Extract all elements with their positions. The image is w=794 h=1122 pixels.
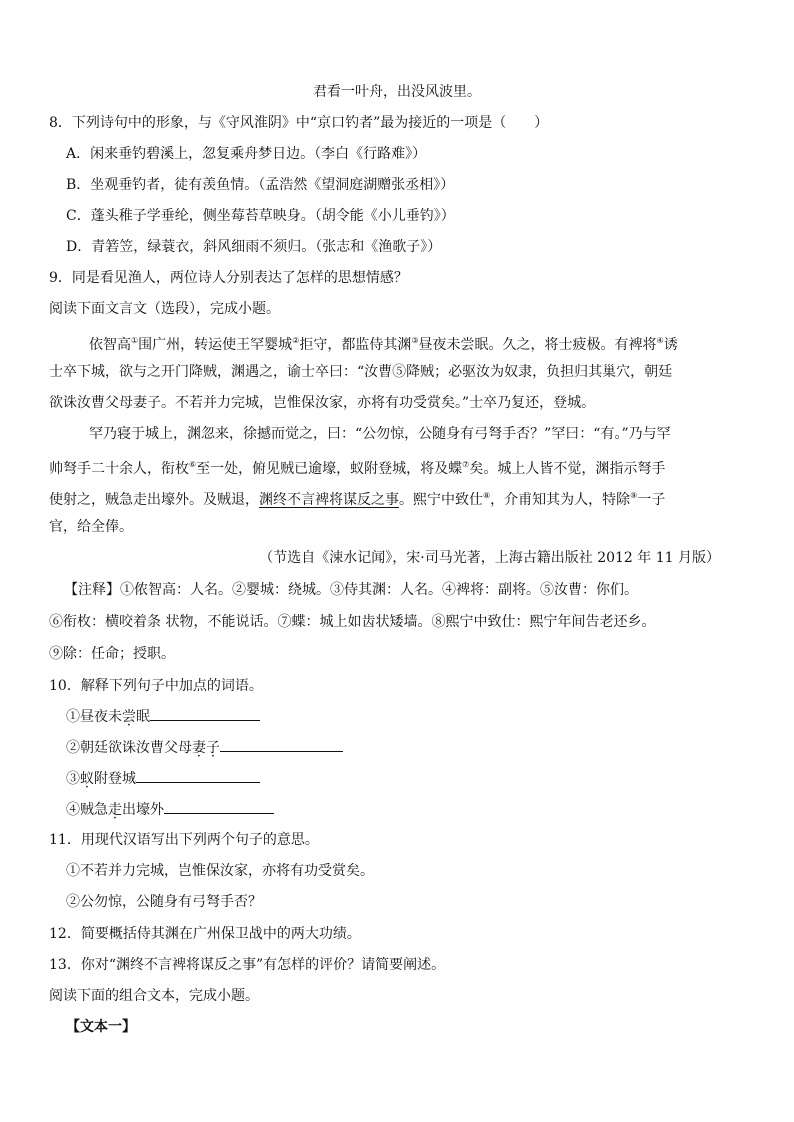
classical-text-intro: 阅读下面文言文（选段），完成小题。	[49, 301, 280, 317]
answer-blank[interactable]	[164, 799, 274, 814]
question-10-item-4: ④贼急走出壕外	[66, 799, 274, 820]
passage-p1-line3: 欲诛汝曹父母妻子。不若并力完城，岂惟保汝家，亦将有功受赏矣。”士卒乃复还，登城。	[49, 395, 596, 411]
question-10-item-3: ③蚁附登城	[66, 768, 260, 789]
question-10-item-1: ①昼夜未尝眠	[66, 706, 260, 727]
question-8-option-c: C．蓬头稚子学垂纶，侧坐莓苔草映身。（胡令能《小儿垂钓》）	[66, 208, 455, 224]
notes-line1: 【注释】①侬智高：人名。②婴城：绕城。③侍其渊：人名。④裨将：副将。⑤汝曹：你们。	[64, 582, 638, 598]
question-12: 12．简要概括侍其渊在广州保卫战中的两大功绩。	[49, 926, 361, 942]
passage-p2-line4: 官，给全俸。	[49, 519, 133, 535]
question-10-stem: 10．解释下列句子中加点的词语。	[49, 678, 263, 694]
answer-blank[interactable]	[136, 768, 260, 783]
text-one-label: 【文本一】	[66, 1019, 136, 1035]
answer-blank[interactable]	[220, 737, 343, 752]
question-13: 13．你对“渊终不言裨将谋反之事”有怎样的评价？请简要阐述。	[49, 957, 446, 973]
question-9: 9．同是看见渔人，两位诗人分别表达了怎样的思想情感？	[49, 270, 408, 286]
question-8-option-b: B．坐观垂钓者，徒有羡鱼情。（孟浩然《望洞庭湖赠张丞相》）	[66, 177, 455, 193]
passage-source: （节选自《涑水记闻》，宋·司马光著，上海古籍出版社 2012 年 11 月版）	[259, 550, 720, 566]
underlined-sentence: 渊终不言裨将谋反之事	[259, 492, 399, 508]
passage-p2-line3: 使射之，贼急走出壕外。及贼退，渊终不言裨将谋反之事。熙宁中致仕⑧，介甫知其为人，特除⑨一子	[49, 491, 666, 508]
passage-p1-line2: 士卒下城，欲与之开门降贼，渊遇之，谕士卒曰：“汝曹⑤降贼；必驱汝为奴隶，负担归其巢穴，朝廷	[49, 364, 673, 380]
question-11-sentence-1: ①不若并力完城，岂惟保汝家，亦将有功受赏矣。	[66, 863, 374, 879]
poem-last-line: 君看一叶舟，出没风波里。	[313, 84, 481, 100]
question-8-option-a: A．闲来垂钓碧溪上，忽复乘舟梦日边。（李白《行路难》）	[66, 146, 427, 162]
passage-p2-line2: 帅弩手二十余人，衔枚⑥至一处，俯见贼已逾壕，蚁附登城，将及蝶⑦矣。城上人皆不觉，渊指示弩手	[49, 460, 666, 477]
question-10-item-2: ②朝廷欲诛汝曹父母妻子	[66, 737, 343, 758]
passage-p1-line1: 依智高①围广州，转运使王罕婴城②拒守，都监侍其渊③昼夜未尝眠。久之，将士疲极。有裨将④诱	[89, 336, 678, 353]
combined-text-intro: 阅读下面的组合文本，完成小题。	[49, 988, 259, 1004]
question-8-option-d: D．青箬笠，绿蓑衣，斜风细雨不须归。（张志和《渔歌子》）	[66, 239, 442, 255]
notes-line3: ⑨除：任命；授职。	[49, 646, 175, 662]
question-11-sentence-2: ②公勿惊，公随身有弓弩手否？	[66, 894, 262, 910]
question-11-stem: 11．用现代汉语写出下列两个句子的意思。	[49, 832, 319, 848]
question-8-stem: 8．下列诗句中的形象，与《守风淮阴》中“京口钓者”最为接近的一项是（ ）	[49, 115, 549, 131]
answer-blank[interactable]	[150, 706, 260, 721]
notes-line2: ⑥衔枚：横咬着条 状物，不能说话。⑦蝶：城上如齿状矮墙。⑧熙宁中致仕：熙宁年间告老还乡。	[49, 614, 656, 630]
passage-p2-line1: 罕乃寝于城上，渊忽来，徐撼而觉之，曰：“公勿惊，公随身有弓弩手否？”罕曰：“有。”乃与罕	[89, 426, 671, 442]
